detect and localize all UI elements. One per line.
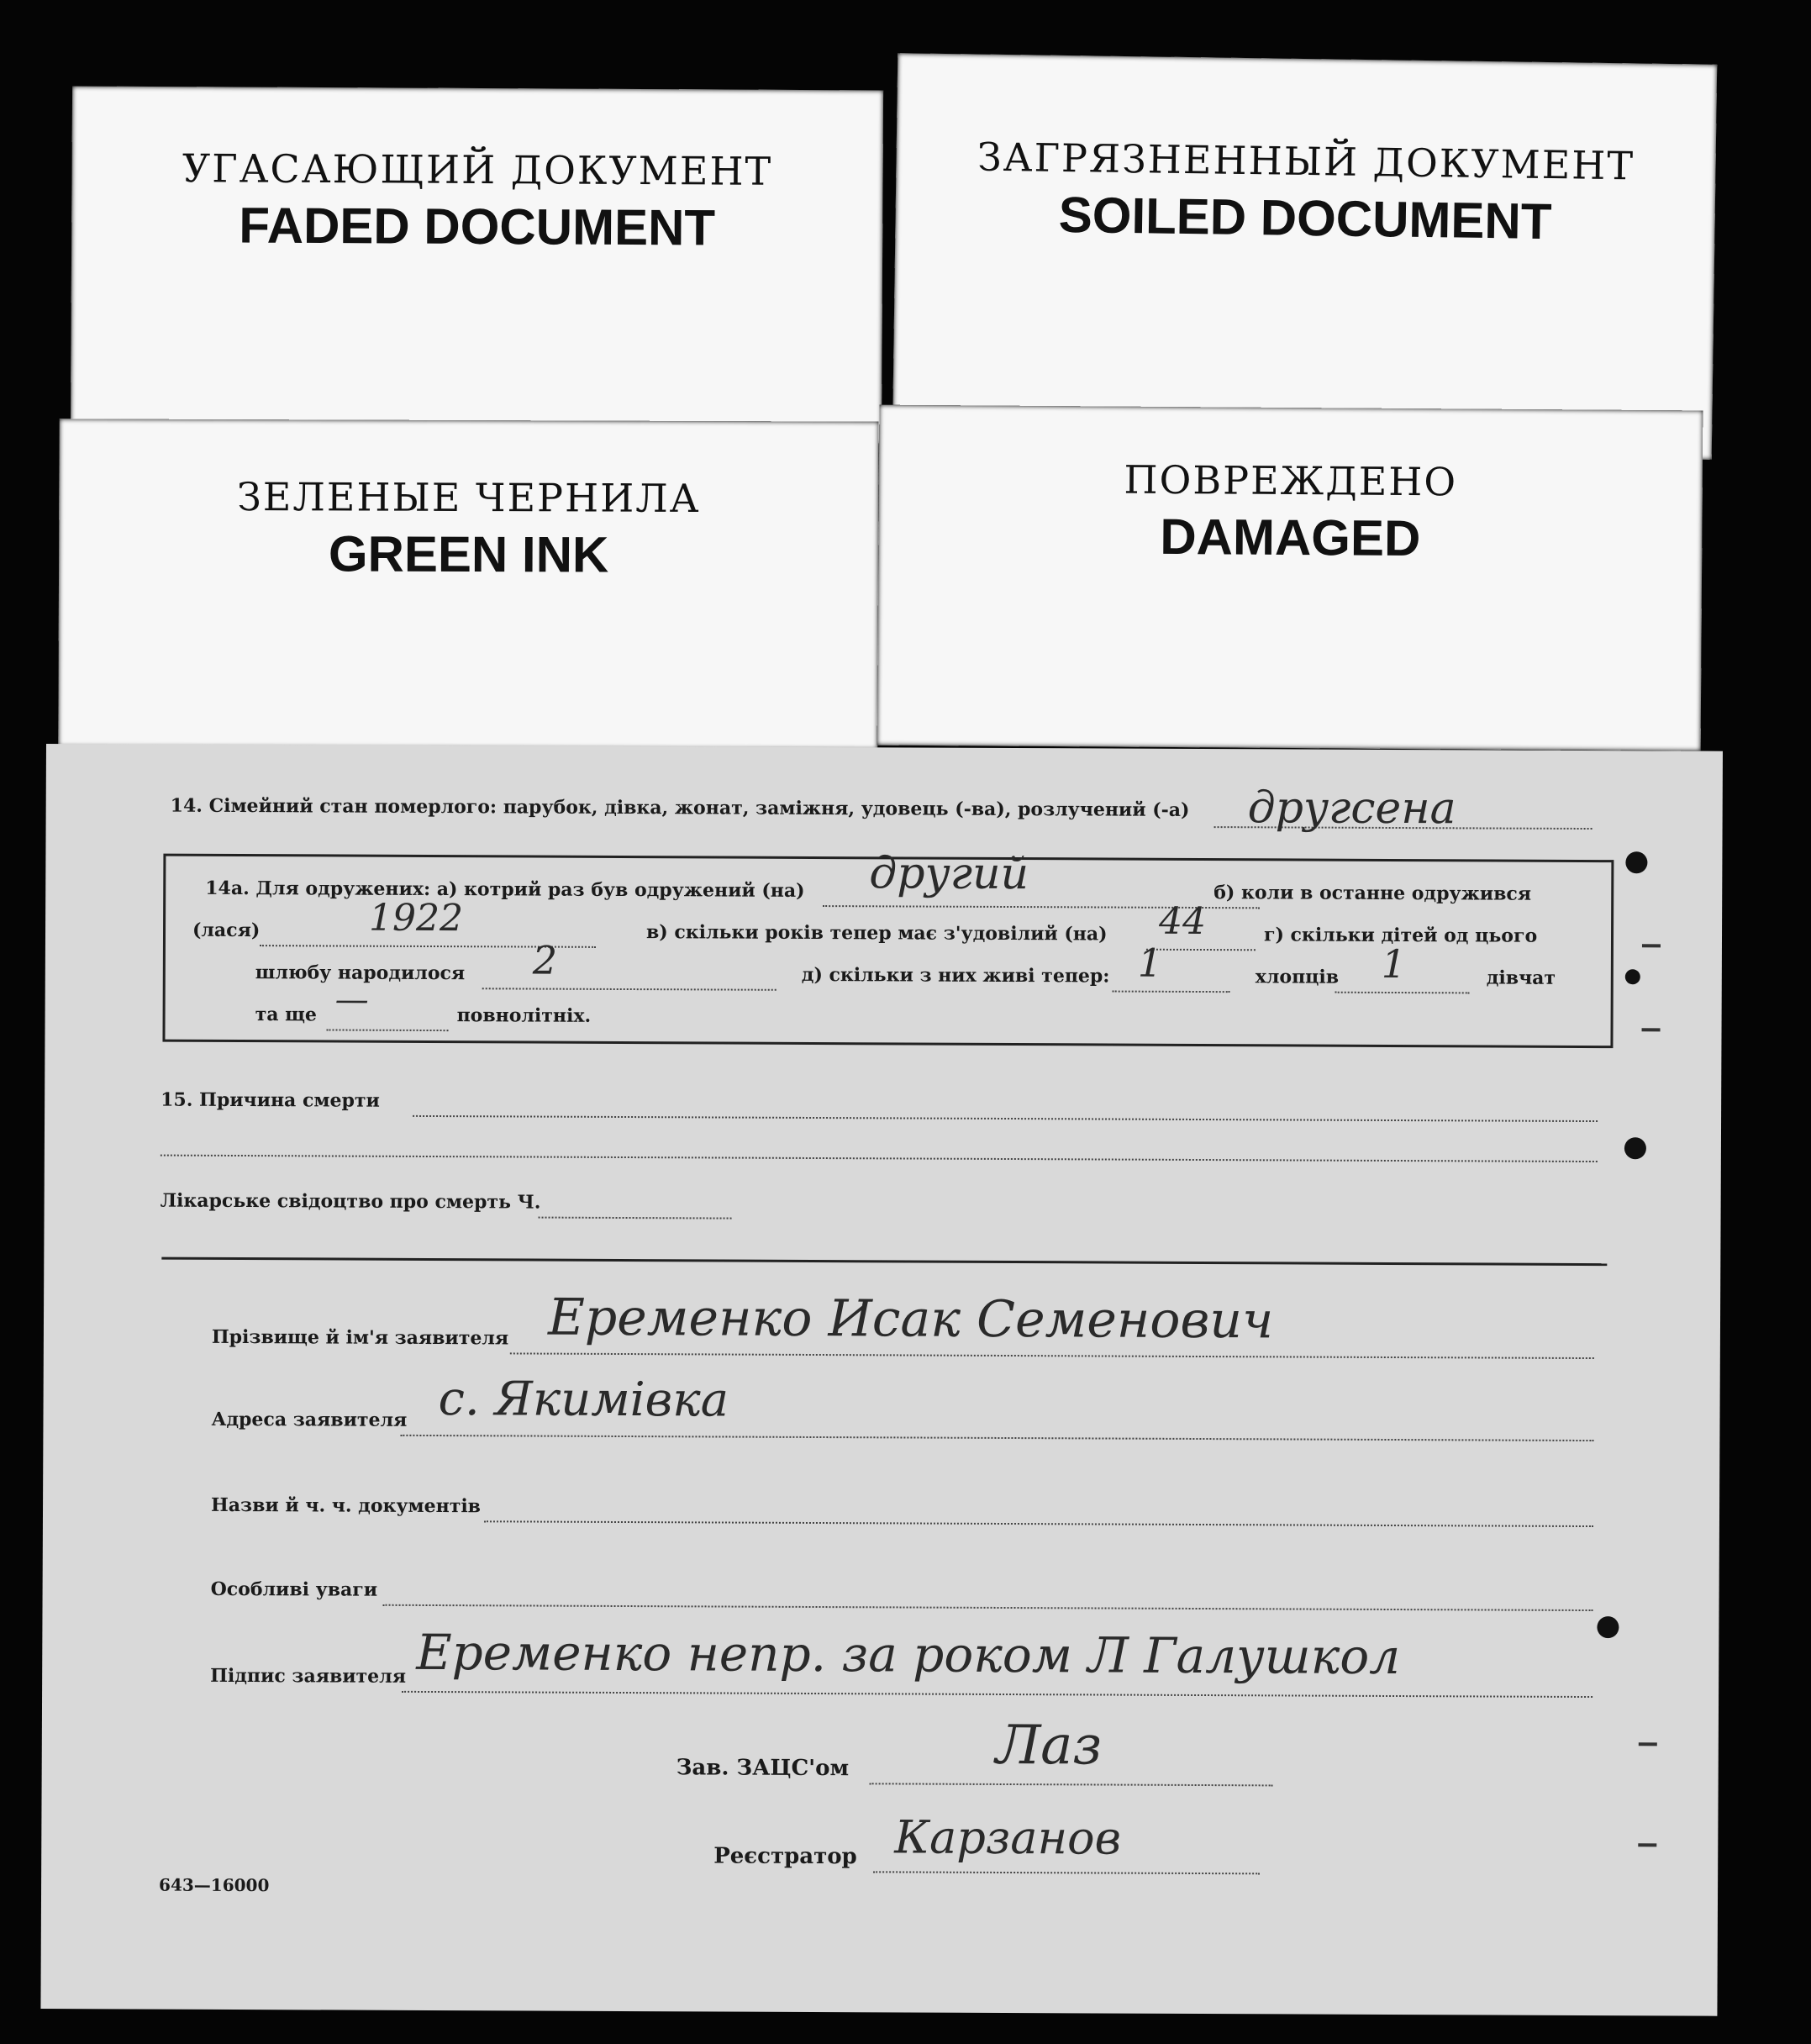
field-15-label: 15. Причина смерти bbox=[161, 1088, 380, 1112]
card-title-ru: ЗАГРЯЗНЕННЫЙ ДОКУМЕНТ bbox=[977, 134, 1635, 189]
f14a-year-value: 1922 bbox=[368, 896, 464, 940]
punch-hole bbox=[1625, 969, 1640, 984]
card-title-en: GREEN INK bbox=[328, 525, 609, 583]
f14a-boys-value: 1 bbox=[1137, 940, 1163, 986]
field-14-label: 14. Сімейний стан померлого: парубок, дівка, жонат, заміжня, удовець (-ва), розлучений (-а) bbox=[170, 794, 1190, 821]
applicant-signature: Еременко непр. за роком Л Галушкол bbox=[416, 1623, 1401, 1686]
f14a-line3-d: дівчат bbox=[1486, 967, 1556, 989]
f14a-line2-a: (лася) bbox=[192, 919, 261, 942]
binding-mark bbox=[1642, 944, 1661, 947]
binding-mark bbox=[1639, 1742, 1657, 1746]
head-signature: Лаз bbox=[995, 1714, 1103, 1778]
applicant-name-value: Еременко Исак Семенович bbox=[547, 1288, 1274, 1351]
applicant-address-label: Адреса заявителя bbox=[211, 1408, 408, 1431]
punch-hole bbox=[1625, 851, 1647, 873]
registrar-signature-line bbox=[873, 1871, 1260, 1874]
field-14-value: другсена bbox=[1247, 782, 1456, 835]
medical-certificate-line bbox=[539, 1217, 732, 1220]
death-record-form bbox=[40, 744, 1723, 2016]
signature-line bbox=[402, 1691, 1593, 1698]
punch-hole bbox=[1624, 1137, 1646, 1159]
field-15-line-2 bbox=[161, 1155, 1598, 1162]
head-label: Зав. ЗАЦС'ом bbox=[676, 1755, 850, 1782]
punch-hole bbox=[1597, 1616, 1619, 1638]
f14a-times-value: другий bbox=[869, 848, 1029, 900]
print-code: 643—16000 bbox=[159, 1874, 270, 1896]
soiled-document-card bbox=[892, 53, 1717, 460]
f14a-line4-b: повнолітніх. bbox=[456, 1004, 592, 1027]
damaged-card bbox=[877, 405, 1703, 751]
f14a-years-value: 44 bbox=[1158, 899, 1207, 944]
card-title-en: FADED DOCUMENT bbox=[239, 197, 716, 256]
field-15-line bbox=[413, 1115, 1598, 1122]
documents-label: Назви й ч. ч. документів bbox=[210, 1493, 482, 1518]
section-divider bbox=[161, 1257, 1607, 1267]
f14a-line1-a: 14а. Для одружених: а) котрий раз був одружений (на) bbox=[205, 877, 805, 902]
signature-label: Підпис заявителя bbox=[210, 1664, 407, 1688]
applicant-name-label: Прізвище й ім'я заявителя bbox=[211, 1325, 509, 1350]
notes-label: Особливі уваги bbox=[210, 1578, 378, 1601]
binding-mark bbox=[1642, 1028, 1661, 1031]
f14a-line1-b: б) коли в останне одружився bbox=[1213, 882, 1532, 905]
green-ink-card bbox=[58, 419, 878, 749]
f14a-line2-b: в) скільки років тепер має з'удовілий (на) bbox=[645, 921, 1108, 946]
documents-line bbox=[484, 1520, 1593, 1527]
card-title-ru: ЗЕЛЕНЫЕ ЧЕРНИЛА bbox=[237, 474, 701, 521]
card-title-en: SOILED DOCUMENT bbox=[1058, 186, 1552, 250]
f14a-line3-a: шлюбу народилося bbox=[255, 961, 466, 985]
medical-certificate-label: Лікарське свідоцтво про смерть Ч. bbox=[160, 1189, 541, 1214]
registrar-label: Реєстратор bbox=[713, 1843, 857, 1870]
applicant-address-line bbox=[400, 1435, 1593, 1441]
applicant-address-value: с. Якимівка bbox=[438, 1372, 729, 1428]
f14a-girls-value: 1 bbox=[1381, 940, 1407, 988]
notes-line bbox=[383, 1604, 1593, 1611]
f14a-line2-c: г) скільки дітей од цього bbox=[1263, 924, 1538, 947]
binding-mark bbox=[1638, 1843, 1656, 1846]
card-title-ru: УГАСАЮЩИЙ ДОКУМЕНТ bbox=[182, 145, 773, 194]
f14a-line3-c: хлопців bbox=[1255, 966, 1340, 988]
f14a-born-value: 2 bbox=[532, 937, 558, 983]
registrar-signature: Карзанов bbox=[894, 1810, 1122, 1865]
card-title-en: DAMAGED bbox=[1160, 508, 1421, 567]
applicant-name-line bbox=[510, 1352, 1594, 1359]
f14a-line3-b: д) скільки з них живі тепер: bbox=[801, 963, 1110, 988]
faded-document-card bbox=[71, 86, 883, 443]
f14a-adults-value: — bbox=[334, 980, 369, 1019]
f14a-line4-a: та ще bbox=[255, 1004, 318, 1026]
card-title-ru: ПОВРЕЖДЕНО bbox=[1124, 456, 1458, 505]
head-signature-line bbox=[870, 1783, 1273, 1786]
